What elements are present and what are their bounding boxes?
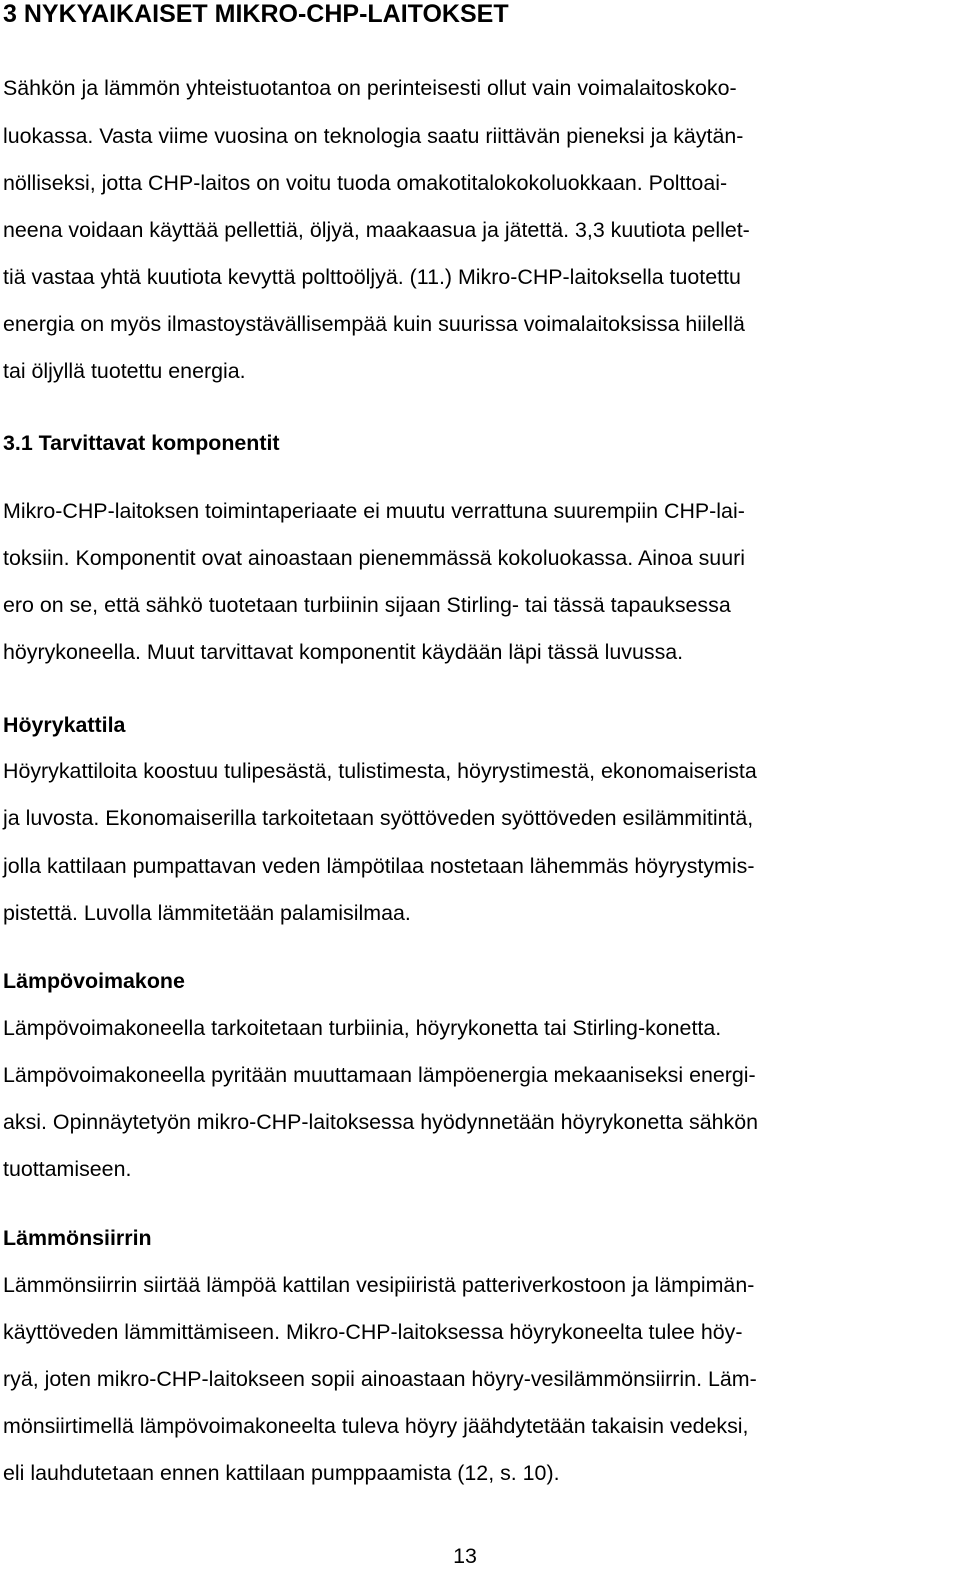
chapter-title: 3 NYKYAIKAISET MIKRO-CHP-LAITOKSET — [3, 0, 509, 28]
hoyrykattila-line: Höyrykattiloita koostuu tulipesästä, tulistimesta, höyrystimestä, ekonomaiserista — [3, 759, 757, 783]
section-3-1-heading: 3.1 Tarvittavat komponentit — [3, 431, 280, 455]
page-number: 13 — [453, 1544, 477, 1568]
lampovoimakone-line: tuottamiseen. — [3, 1157, 132, 1181]
intro-line: tiä vastaa yhtä kuutiota kevyttä polttoöljyä. (11.) Mikro-CHP-laitoksella tuotettu — [3, 265, 741, 289]
lampovoimakone-heading: Lämpövoimakone — [3, 969, 185, 993]
intro-line: tai öljyllä tuotettu energia. — [3, 359, 246, 383]
lammonsiirrin-line: Lämmönsiirrin siirtää lämpöä kattilan vesipiiristä patteriverkostoon ja lämpimän- — [3, 1273, 755, 1297]
lampovoimakone-line: aksi. Opinnäytetyön mikro-CHP-laitoksessa hyödynnetään höyrykonetta sähkön — [3, 1110, 759, 1134]
intro-line: neena voidaan käyttää pellettiä, öljyä, maakaasua ja jätettä. 3,3 kuutiota pellet- — [3, 218, 750, 242]
hoyrykattila-line: jolla kattilaan pumpattavan veden lämpötilaa nostetaan lähemmäs höyrystymis- — [3, 854, 755, 878]
section-3-1-line: höyrykoneella. Muut tarvittavat komponentit käydään läpi tässä luvussa. — [3, 640, 684, 664]
lampovoimakone-line: Lämpövoimakoneella tarkoitetaan turbiinia, höyrykonetta tai Stirling-konetta. — [3, 1016, 722, 1040]
lammonsiirrin-heading: Lämmönsiirrin — [3, 1226, 152, 1250]
hoyrykattila-heading: Höyrykattila — [3, 713, 126, 737]
hoyrykattila-line: pistettä. Luvolla lämmitetään palamisilmaa. — [3, 901, 411, 925]
lammonsiirrin-line: ryä, joten mikro-CHP-laitokseen sopii ainoastaan höyry-vesilämmönsiirrin. Läm- — [3, 1367, 757, 1391]
section-3-1-line: Mikro-CHP-laitoksen toimintaperiaate ei muutu verrattuna suurempiin CHP-lai- — [3, 499, 745, 523]
lammonsiirrin-line: eli lauhdutetaan ennen kattilaan pumppaamista (12, s. 10). — [3, 1461, 560, 1485]
intro-line: nölliseksi, jotta CHP-laitos on voitu tuoda omakotitalokokoluokkaan. Polttoai- — [3, 171, 728, 195]
intro-line: energia on myös ilmastoystävällisempää kuin suurissa voimalaitoksissa hiilellä — [3, 312, 745, 336]
section-3-1-line: toksiin. Komponentit ovat ainoastaan pienemmässä kokoluokassa. Ainoa suuri — [3, 546, 745, 570]
lampovoimakone-line: Lämpövoimakoneella pyritään muuttamaan lämpöenergia mekaaniseksi energi- — [3, 1063, 756, 1087]
section-3-1-line: ero on se, että sähkö tuotetaan turbiinin sijaan Stirling- tai tässä tapauksessa — [3, 593, 731, 617]
lammonsiirrin-line: mönsiirtimellä lämpövoimakoneelta tuleva höyry jäähdytetään takaisin vedeksi, — [3, 1414, 749, 1438]
hoyrykattila-line: ja luvosta. Ekonomaiserilla tarkoitetaan syöttöveden syöttöveden esilämmitintä, — [3, 806, 754, 830]
lammonsiirrin-line: käyttöveden lämmittämiseen. Mikro-CHP-laitoksessa höyrykoneelta tulee höy- — [3, 1320, 743, 1344]
intro-line: luokassa. Vasta viime vuosina on teknologia saatu riittävän pieneksi ja käytän- — [3, 124, 744, 148]
intro-line: Sähkön ja lämmön yhteistuotantoa on perinteisesti ollut vain voimalaitoskoko- — [3, 76, 737, 100]
